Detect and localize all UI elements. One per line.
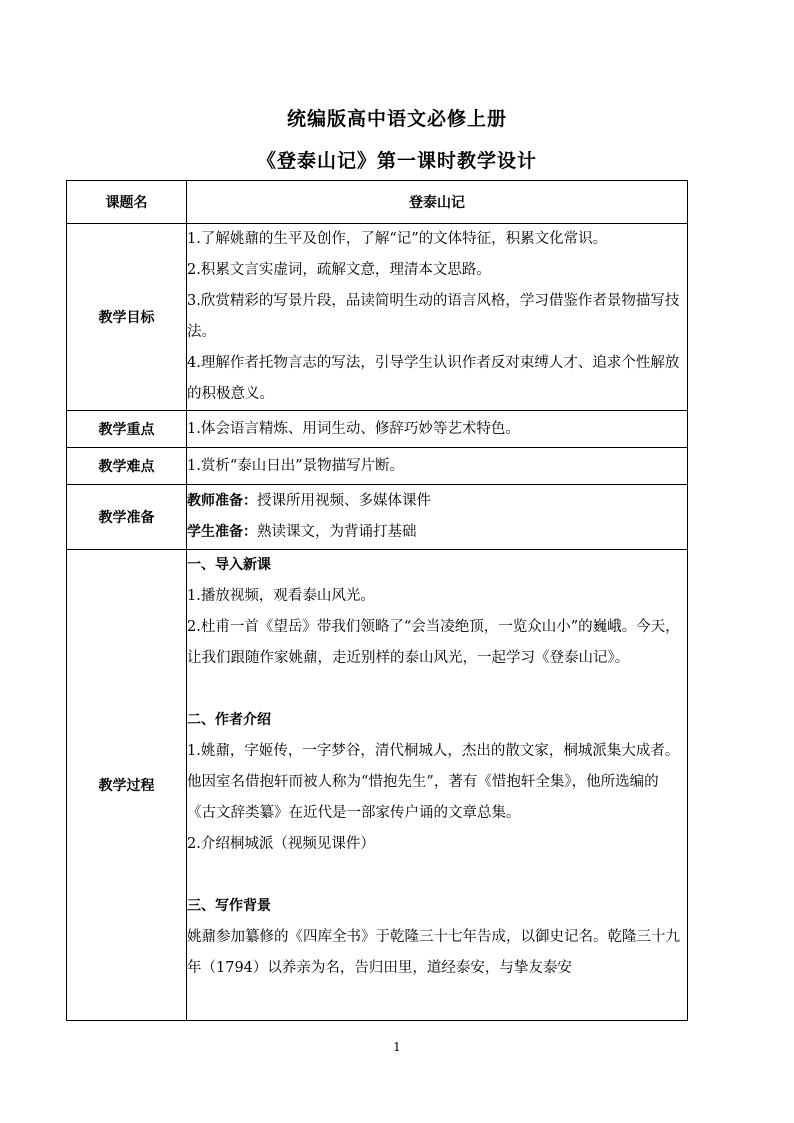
lesson-plan-table [66, 180, 688, 1021]
section-item: 1.姚鼐，字姬传，一字梦谷，清代桐城人，杰出的散文家，桐城派集大成者。他因室名借抱轩而被人称为“惜抱先生”，著有《惜抱轩全集》，他所选编的《古文辞类纂》在近代是一部家传户诵的文章总集。 [187, 743, 680, 821]
student-preparation [187, 517, 687, 548]
difficult-point-text: 1.赏析“泰山日出”景物描写片断。 [187, 457, 405, 474]
preparation-cell [187, 485, 688, 550]
difficult-point-label-cell: 教学难点 [67, 448, 187, 485]
section-heading: 三、写作背景 [187, 898, 271, 914]
page-number: 1 [393, 1040, 401, 1054]
goal-item: 4.理解作者托物言志的写法，引导学生认识作者反对束缚人才、追求个性解放的积极意义。 [187, 355, 680, 402]
goal-item: 2.积累文言实虚词，疏解文意，理清本文思路。 [187, 262, 491, 278]
document-title: 统编版高中语文必修上册 [286, 108, 507, 130]
table-row [67, 448, 688, 485]
section-item: 2.介绍桐城派（视频见课件） [187, 836, 375, 852]
topic-value-cell: 登泰山记 [187, 181, 688, 224]
process-cell [187, 550, 688, 1021]
key-point-text: 1.体会语言精炼、用词生动、修辞巧妙等艺术特色。 [187, 420, 520, 437]
key-point-label-cell: 教学重点 [67, 411, 187, 448]
table-row [67, 411, 688, 448]
teacher-preparation [187, 486, 687, 517]
table-row [67, 181, 688, 224]
goals-cell [187, 224, 688, 411]
section-heading: 二、作者介绍 [187, 712, 271, 728]
process-label-cell: 教学过程 [67, 550, 187, 1021]
table-row [67, 224, 688, 411]
document-subtitle: 《登泰山记》第一课时教学设计 [256, 150, 537, 172]
difficult-point-cell [187, 448, 688, 485]
goal-item: 1.了解姚鼐的生平及创作，了解“记”的文体特征，积累文化常识。 [187, 231, 608, 247]
topic-label-cell: 课题名 [67, 181, 187, 224]
section-item: 1.播放视频，观看泰山风光。 [187, 588, 375, 604]
section-text: 姚鼐参加纂修的《四库全书》于乾隆三十七年告成，以御史记名。乾隆三十九年（1794）以养亲为名，告归田里，道经泰安，与挚友泰安 [187, 929, 680, 976]
goal-item: 3.欣赏精彩的写景片段，品读简明生动的语言风格，学习借鉴作者景物描写技法。 [187, 293, 680, 340]
teacher-preparation-label: 教师准备： [187, 493, 257, 509]
key-point-cell [187, 411, 688, 448]
student-preparation-text: 熟读课文，为背诵打基础 [257, 524, 417, 540]
table-row [67, 550, 688, 1021]
section-heading: 一、导入新课 [187, 557, 271, 573]
goals-label-cell: 教学目标 [67, 224, 187, 411]
preparation-label-cell: 教学准备 [67, 485, 187, 550]
teacher-preparation-text: 授课所用视频、多媒体课件 [257, 493, 431, 509]
section-item: 2.杜甫一首《望岳》带我们领略了“会当凌绝顶，一览众山小”的巍峨。今天，让我们跟随作家姚鼐，走近别样的泰山风光，一起学习《登泰山记》。 [187, 619, 680, 666]
table-row [67, 485, 688, 550]
student-preparation-label: 学生准备： [187, 524, 257, 540]
